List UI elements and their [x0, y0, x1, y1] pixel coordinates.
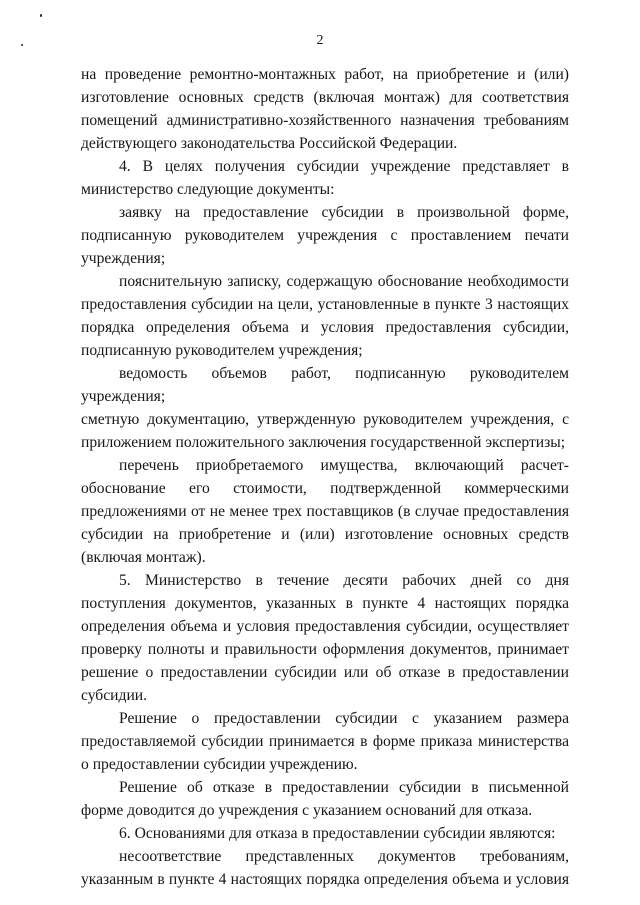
paragraph-refusal-decision: Решение об отказе в предоставлении субсидии в письменной форме доводится до учреждения с указанием оснований для отказа.	[81, 779, 569, 819]
scan-speck	[40, 14, 42, 17]
paragraph-refusal-grounds: несоответствие представленных документов требованиям, указанным в пункте 4 настоящих порядка определения объема и условия	[81, 848, 569, 888]
paragraph-explanatory-note: пояснительную записку, содержащую обоснование необходимости предоставления субсидии на цели, установленные в пункте 3 настоящих порядка определения объема и условия предоставления субсидии, подписанную руководителем учреждения;	[81, 273, 569, 359]
paragraph-estimate-docs: сметную документацию, утвержденную руководителем учреждения, с приложением положительного заключения государственной экспертизы;	[81, 411, 569, 451]
paragraph-property-list: перечень приобретаемого имущества, включающий расчет-обоснование его стоимости, подтвержденной коммерческими предложениями от не менее трех поставщиков (в случае предоставления субсидии на приобретение и (или) изготовление основных средств (включая монтаж).	[81, 457, 569, 566]
paragraph-continuation: на проведение ремонтно-монтажных работ, на приобретение и (или) изготовление основных средств (включая монтаж) для соответствия помещений административно-хозяйственного назначения требованиям действующего законодательства Российской Федерации.	[81, 66, 569, 152]
document-body	[81, 63, 569, 891]
paragraph-item-4: 4. В целях получения субсидии учреждение представляет в министерство следующие документы:	[81, 158, 569, 198]
paragraph-item-6: 6. Основаниями для отказа в предоставлении субсидии являются:	[119, 825, 556, 842]
page-number: 2	[316, 33, 324, 48]
paragraph-item-5: 5. Министерство в течение десяти рабочих дней со дня поступления документов, указанных в пункте 4 настоящих порядка определения объема и условия предоставления субсидии, осуществляет проверку полноты и правильности оформления документов, принимает решение о предоставлении субсидии или об отказе в предоставлении субсидии.	[81, 572, 569, 704]
paragraph-application: заявку на предоставление субсидии в произвольной форме, подписанную руководителем учреждения с проставлением печати учреждения;	[81, 204, 569, 267]
paragraph-works-statement: ведомость объемов работ, подписанную руководителем учреждения;	[81, 365, 569, 405]
paragraph-grant-decision: Решение о предоставлении субсидии с указанием размера предоставляемой субсидии принимается в форме приказа министерства о предоставлении субсидии учреждению.	[81, 710, 569, 773]
